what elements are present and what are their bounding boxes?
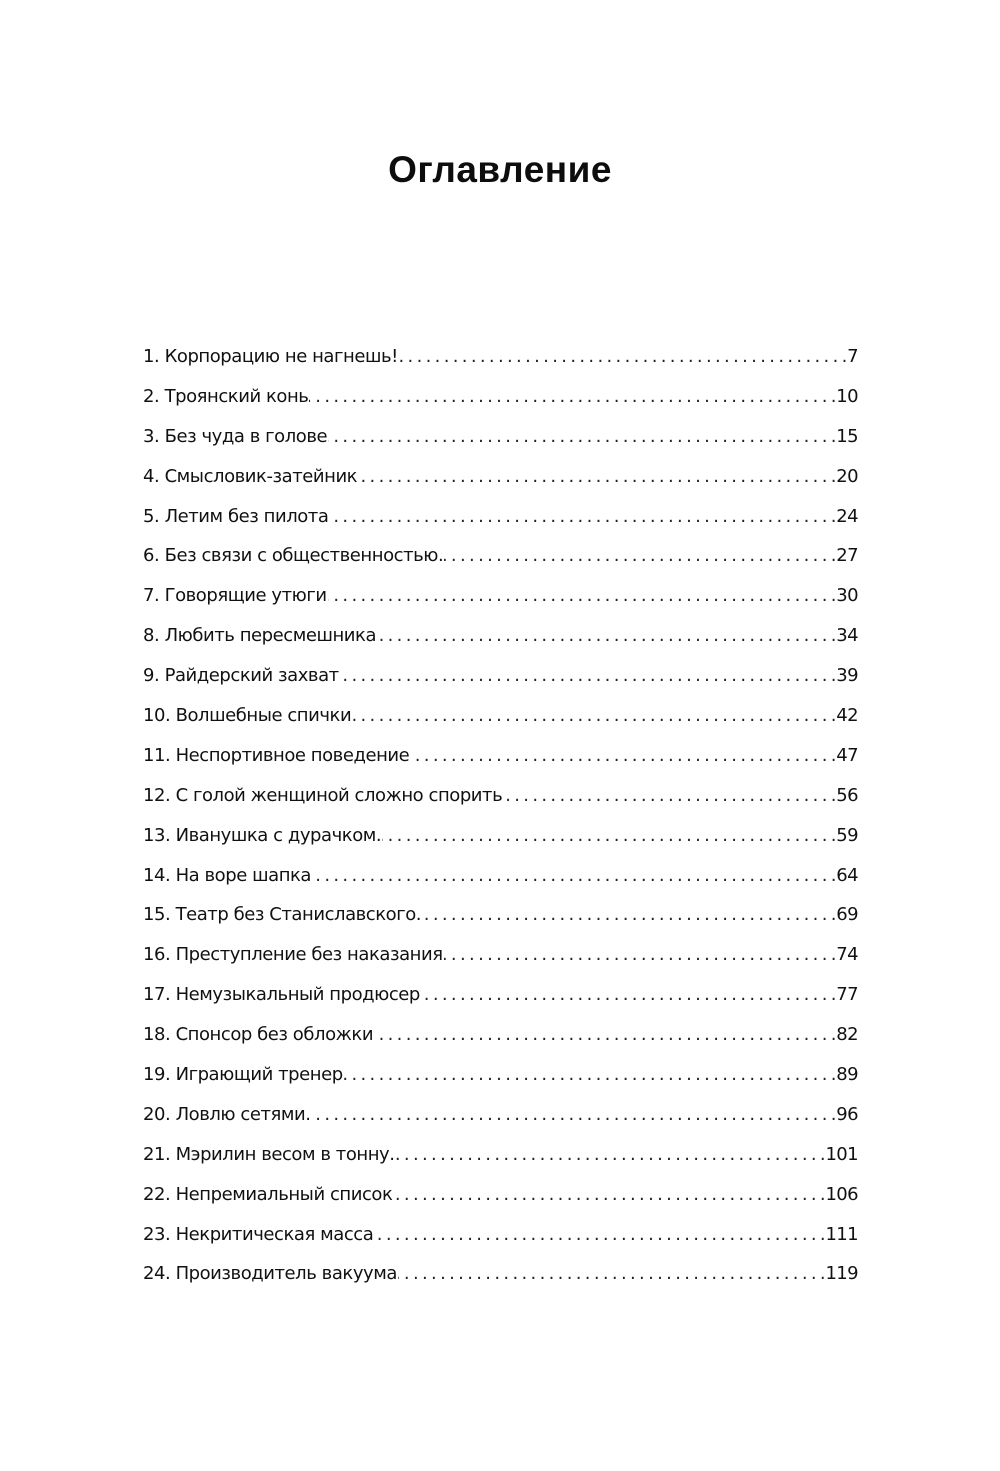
- toc-entry-number: 5.: [143, 505, 160, 527]
- toc-entry[interactable]: [143, 702, 858, 742]
- toc-entry-label: Неспортивное поведение: [175, 744, 410, 766]
- toc-entry[interactable]: [143, 1101, 858, 1141]
- toc-entry[interactable]: [143, 941, 858, 981]
- toc-entry-number: 1.: [143, 346, 160, 367]
- toc-entry-label: Без связи с общественностью.: [164, 545, 444, 567]
- toc-entry-title: [143, 941, 443, 969]
- toc-entry-label: Райдерский захват: [164, 665, 339, 687]
- toc-entry-number: 10.: [143, 705, 171, 727]
- dot-leader: [329, 503, 835, 531]
- toc-entry[interactable]: [143, 1221, 858, 1261]
- toc-entry-title: [143, 782, 502, 810]
- toc-entry-title: [143, 1181, 392, 1209]
- toc-entry-number: 8.: [143, 625, 160, 647]
- toc-entry-label: Немузыкальный продюсер: [175, 984, 420, 1006]
- toc-entry-page: 101: [825, 1143, 858, 1165]
- dot-leader: [352, 702, 835, 730]
- toc-entry-page: 30: [836, 585, 858, 607]
- toc-entry-title: [143, 343, 398, 371]
- toc-entry[interactable]: [143, 1181, 858, 1221]
- toc-entry-title: [143, 822, 381, 850]
- toc-entry-page: 34: [836, 625, 858, 647]
- dot-leader: [421, 981, 835, 1009]
- dot-leader: [444, 542, 835, 570]
- toc-entry[interactable]: [143, 981, 858, 1021]
- dot-leader: [358, 463, 835, 491]
- toc-entry-page: 74: [836, 944, 858, 966]
- toc-entry-label: Преступление без наказания: [175, 944, 443, 966]
- toc-entry-label: Играющий тренер: [175, 1064, 343, 1086]
- toc-entry-number: 6.: [143, 545, 160, 567]
- toc-entry-title: [143, 423, 327, 451]
- toc-entry[interactable]: [143, 1141, 858, 1181]
- toc-entry-number: 22.: [143, 1183, 171, 1205]
- toc-entry-number: 13.: [143, 824, 171, 846]
- toc-entry-label: Волшебные спички: [175, 705, 352, 727]
- toc-entry-label: Спонсор без обложки: [175, 1024, 374, 1046]
- dot-leader: [377, 622, 835, 650]
- toc-entry-label: Некритическая масса: [175, 1223, 374, 1245]
- toc-entry-page: 47: [836, 744, 858, 766]
- toc-entry-title: [143, 1260, 397, 1288]
- dot-leader: [312, 1101, 836, 1129]
- dot-leader: [340, 662, 836, 690]
- dot-leader: [328, 582, 836, 610]
- toc-entry[interactable]: [143, 822, 858, 862]
- toc-entry[interactable]: [143, 463, 858, 503]
- dot-leader: [398, 1260, 824, 1288]
- toc-entry[interactable]: [143, 343, 858, 383]
- toc-entry-number: 9.: [143, 665, 160, 687]
- dot-leader: [344, 1061, 836, 1089]
- toc-entry-number: 18.: [143, 1024, 171, 1046]
- dot-leader: [393, 1181, 824, 1209]
- toc-entry-title: [143, 622, 376, 650]
- toc-entry-title: [143, 981, 420, 1009]
- toc-entry-number: 2.: [143, 385, 160, 407]
- toc-entry-page: 15: [836, 425, 858, 447]
- toc-entry-number: 7.: [143, 585, 160, 607]
- dot-leader: [328, 423, 835, 451]
- toc-entry-label: Театр без Станиславского.: [175, 904, 422, 926]
- toc-entry[interactable]: [143, 1061, 858, 1101]
- toc-entry[interactable]: [143, 622, 858, 662]
- toc-entry[interactable]: [143, 542, 858, 582]
- toc-entry-page: 42: [836, 705, 858, 727]
- dot-leader: [503, 782, 835, 810]
- toc-entry-page: 119: [825, 1263, 858, 1285]
- toc-entry[interactable]: [143, 862, 858, 902]
- toc-entry-label: Мэрилин весом в тонну.: [175, 1143, 395, 1165]
- toc-entry-title: [143, 1221, 373, 1249]
- dot-leader: [410, 742, 835, 770]
- toc-entry-page: 20: [836, 465, 858, 487]
- toc-entry-page: 24: [836, 505, 858, 527]
- toc-entry[interactable]: [143, 742, 858, 782]
- toc-entry-number: 14.: [143, 864, 171, 886]
- toc-entry-label: Корпорацию не нагнешь!: [164, 346, 398, 367]
- toc-entry[interactable]: [143, 423, 858, 463]
- dot-leader: [399, 343, 846, 371]
- toc-entry-title: [143, 742, 409, 770]
- toc-entry-label: Смысловик-затейник: [164, 465, 358, 487]
- toc-entry-page: 64: [836, 864, 858, 886]
- toc-entry-number: 21.: [143, 1143, 171, 1165]
- toc-entry-label: С голой женщиной сложно спорить: [175, 784, 503, 806]
- toc-entry-page: 82: [836, 1024, 858, 1046]
- toc-entry-title: [143, 383, 308, 411]
- toc-entry-number: 16.: [143, 944, 171, 966]
- toc-entry-label: Летим без пилота: [164, 505, 329, 527]
- toc-entry[interactable]: [143, 383, 858, 423]
- toc-entry-number: 15.: [143, 904, 171, 926]
- toc-entry-title: [143, 503, 328, 531]
- toc-entry-title: [143, 662, 339, 690]
- toc-entry-label: Без чуда в голове: [164, 425, 328, 447]
- toc-entry-page: 69: [836, 904, 858, 926]
- toc-entry-number: 23.: [143, 1223, 171, 1245]
- toc-entry-page: 27: [836, 545, 858, 567]
- toc-entry-label: На воре шапка: [175, 864, 312, 886]
- toc-entry-page: 56: [836, 784, 858, 806]
- toc-entry[interactable]: [143, 1021, 858, 1061]
- dot-leader: [312, 862, 835, 890]
- toc-entry-number: 20.: [143, 1103, 171, 1125]
- toc-entry-title: [143, 582, 327, 610]
- toc-entry-page: 7: [847, 346, 858, 367]
- toc-entry[interactable]: [143, 662, 858, 702]
- toc-entry-title: [143, 1021, 373, 1049]
- toc-entry-label: Иванушка с дурачком.: [175, 824, 382, 846]
- toc-entry-page: 59: [836, 824, 858, 846]
- toc-entry-label: Непремиальный список: [175, 1183, 393, 1205]
- dot-leader: [422, 901, 835, 929]
- toc-entry-number: 12.: [143, 784, 171, 806]
- toc-entry[interactable]: [143, 1260, 858, 1300]
- toc-entry-label: Троянский конь: [164, 385, 309, 407]
- toc-entry-number: 17.: [143, 984, 171, 1006]
- toc-entry-page: 96: [836, 1103, 858, 1125]
- toc-entry-title: [143, 1101, 311, 1129]
- toc-entry-title: [143, 1061, 343, 1089]
- toc-entry-page: 111: [825, 1223, 858, 1245]
- dot-leader: [382, 822, 835, 850]
- toc-entry[interactable]: [143, 901, 858, 941]
- dot-leader: [444, 941, 836, 969]
- toc-entry-number: 24.: [143, 1263, 171, 1285]
- toc-entry-number: 19.: [143, 1064, 171, 1086]
- toc-entry-page: 77: [836, 984, 858, 1006]
- dot-leader: [374, 1021, 835, 1049]
- toc-entry-page: 39: [836, 665, 858, 687]
- toc-entry[interactable]: [143, 782, 858, 822]
- toc-entry-number: 11.: [143, 744, 171, 766]
- toc-entry-title: [143, 702, 351, 730]
- toc-entry-title: [143, 1141, 395, 1169]
- table-of-contents: [143, 343, 858, 1300]
- toc-entry-label: Говорящие утюги: [164, 585, 327, 607]
- toc-entry[interactable]: [143, 503, 858, 543]
- toc-entry-label: Производитель вакуума: [175, 1263, 397, 1285]
- toc-entry[interactable]: [143, 582, 858, 622]
- toc-entry-label: Любить пересмешника: [164, 625, 377, 647]
- toc-entry-number: 4.: [143, 465, 160, 487]
- toc-entry-number: 3.: [143, 425, 160, 447]
- toc-entry-label: Ловлю сетями.: [175, 1103, 311, 1125]
- page-title: Оглавление: [388, 149, 612, 190]
- dot-leader: [374, 1221, 824, 1249]
- toc-entry-page: 89: [836, 1064, 858, 1086]
- toc-entry-title: [143, 463, 357, 491]
- toc-entry-page: 106: [825, 1183, 858, 1205]
- dot-leader: [309, 383, 835, 411]
- dot-leader: [396, 1141, 825, 1169]
- toc-entry-page: 10: [836, 385, 858, 407]
- toc-entry-title: [143, 542, 443, 570]
- toc-entry-title: [143, 862, 311, 890]
- toc-entry-title: [143, 901, 421, 929]
